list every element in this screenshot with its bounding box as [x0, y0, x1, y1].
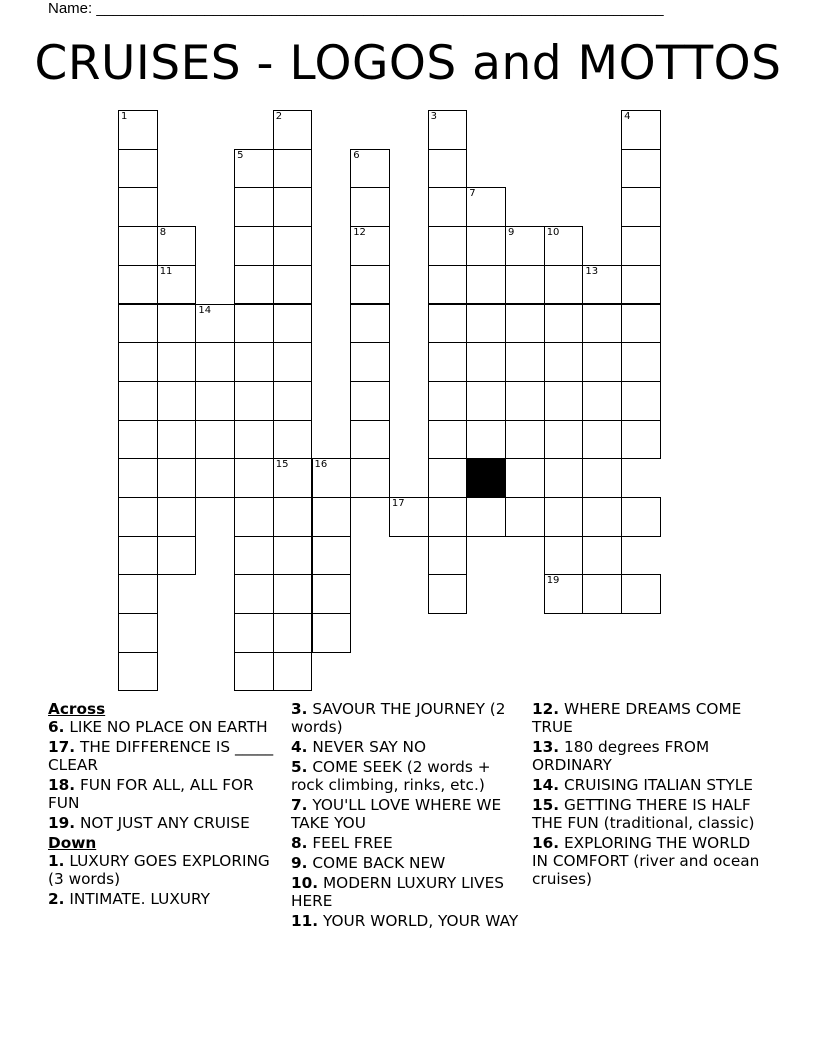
grid-cell[interactable]: [118, 149, 158, 189]
grid-cell[interactable]: [234, 342, 274, 382]
down-clue-5: 5. COME SEEK (2 words + rock climbing, rinks, etc.): [291, 758, 491, 794]
grid-cell[interactable]: [428, 536, 468, 576]
grid-cell[interactable]: [273, 536, 313, 576]
grid-cell[interactable]: [466, 304, 506, 344]
grid-cell[interactable]: [312, 536, 352, 576]
clue-number: 14: [198, 304, 212, 316]
grid-cell[interactable]: [544, 304, 584, 344]
grid-cell[interactable]: [428, 381, 468, 421]
clue-number: 19: [546, 575, 560, 587]
grid-cell[interactable]: [273, 110, 313, 150]
grid-cell[interactable]: [621, 149, 661, 189]
grid-cell[interactable]: [428, 265, 468, 305]
grid-cell[interactable]: [544, 458, 584, 498]
clue-number: 10: [546, 227, 560, 239]
grid-cell[interactable]: [428, 110, 468, 150]
grid-cell[interactable]: [195, 458, 235, 498]
down-clue-8: 8. FEEL FREE: [291, 834, 393, 852]
clue-number: 9: [508, 227, 515, 239]
grid-cell[interactable]: [118, 110, 158, 150]
grid-cell[interactable]: [234, 652, 274, 692]
grid-cell[interactable]: [582, 420, 622, 460]
grid-cell[interactable]: [466, 342, 506, 382]
grid-cell[interactable]: [234, 574, 274, 614]
grid-cell[interactable]: [118, 342, 158, 382]
grid-cell[interactable]: [157, 265, 197, 305]
grid-cell[interactable]: [273, 613, 313, 653]
grid-cell[interactable]: [350, 420, 390, 460]
grid-cell[interactable]: [350, 381, 390, 421]
grid-cell[interactable]: [350, 458, 390, 498]
grid-cell[interactable]: [195, 381, 235, 421]
grid-cell[interactable]: [505, 304, 545, 344]
grid-cell[interactable]: [157, 381, 197, 421]
grid-cell[interactable]: [621, 381, 661, 421]
grid-cell[interactable]: [234, 613, 274, 653]
grid-cell[interactable]: [428, 458, 468, 498]
clue-number: 3: [430, 111, 437, 122]
grid-cell[interactable]: [466, 226, 506, 266]
down-clue-2: 2. INTIMATE. LUXURY: [48, 890, 210, 908]
grid-cell[interactable]: [505, 265, 545, 305]
grid-cell[interactable]: [118, 536, 158, 576]
grid-cell[interactable]: [195, 342, 235, 382]
clue-number: 17: [391, 498, 405, 509]
grid-cell[interactable]: [582, 574, 622, 614]
grid-cell[interactable]: [389, 497, 429, 537]
grid-cell[interactable]: [621, 226, 661, 266]
down-clue-3: 3. SAVOUR THE JOURNEY (2 words): [291, 700, 506, 736]
grid-cell[interactable]: [544, 536, 584, 576]
grid-cell[interactable]: [428, 226, 468, 266]
down-clue-4: 4. NEVER SAY NO: [291, 738, 427, 756]
grid-cell[interactable]: [428, 342, 468, 382]
grid-cell[interactable]: [234, 265, 274, 305]
grid-cell[interactable]: [544, 342, 584, 382]
grid-cell[interactable]: [234, 381, 274, 421]
grid-cell[interactable]: [234, 304, 274, 344]
grid-cell[interactable]: [234, 226, 274, 266]
grid-cell[interactable]: [312, 458, 352, 498]
grid-cell[interactable]: [273, 342, 313, 382]
across-clue-18: 18. FUN FOR ALL, ALL FOR FUN: [48, 776, 254, 812]
down-clue-16: 16. EXPLORING THE WORLD IN COMFORT (river and ocean cruises): [532, 834, 760, 888]
grid-cell[interactable]: [621, 574, 661, 614]
grid-cell[interactable]: [621, 497, 661, 537]
clue-number: 7: [469, 188, 476, 200]
grid-cell[interactable]: [273, 304, 313, 344]
grid-cell[interactable]: [157, 458, 197, 498]
across-clue-6: 6. LIKE NO PLACE ON EARTH: [48, 718, 268, 736]
grid-cell[interactable]: [118, 304, 158, 344]
grid-cell[interactable]: [118, 574, 158, 614]
grid-cell[interactable]: [582, 381, 622, 421]
down-clue-12: 12. WHERE DREAMS COME TRUE: [532, 700, 742, 736]
clues-column-3: [532, 700, 764, 890]
grid-cell[interactable]: [621, 187, 661, 227]
grid-cell[interactable]: [273, 381, 313, 421]
grid-cell[interactable]: [273, 149, 313, 189]
grid-cell[interactable]: [118, 458, 158, 498]
grid-cell[interactable]: [428, 574, 468, 614]
grid-cell[interactable]: [505, 342, 545, 382]
clue-number: 13: [585, 265, 599, 277]
clue-number: 15: [275, 459, 289, 471]
grid-cell[interactable]: [157, 226, 197, 266]
grid-cell[interactable]: [312, 574, 352, 614]
grid-cell[interactable]: [350, 304, 390, 344]
grid-cell[interactable]: [544, 226, 584, 266]
grid-cell[interactable]: [350, 342, 390, 382]
grid-cell[interactable]: [350, 265, 390, 305]
grid-cell[interactable]: [582, 458, 622, 498]
grid-cell[interactable]: [157, 420, 197, 460]
grid-cell[interactable]: [505, 420, 545, 460]
grid-cell[interactable]: [582, 342, 622, 382]
grid-cell[interactable]: [273, 497, 313, 537]
grid-cell[interactable]: [195, 420, 235, 460]
down-clue-7: 7. YOU'LL LOVE WHERE WE TAKE YOU: [291, 796, 502, 832]
grid-cell[interactable]: [466, 420, 506, 460]
grid-cell[interactable]: [544, 381, 584, 421]
down-clue-10: 10. MODERN LUXURY LIVES HERE: [291, 874, 504, 910]
clue-number: 2: [275, 111, 283, 122]
clue-number: 6: [353, 149, 360, 161]
grid-cell[interactable]: [466, 265, 506, 305]
grid-cell[interactable]: [582, 304, 622, 344]
down-clue-9: 9. COME BACK NEW: [291, 854, 446, 872]
grid-cell[interactable]: [234, 497, 274, 537]
clue-number: 12: [353, 227, 366, 239]
grid-cell[interactable]: [234, 458, 274, 498]
down-clue-11: 11. YOUR WORLD, YOUR WAY: [291, 912, 519, 930]
grid-cell[interactable]: [428, 304, 468, 344]
clue-number: 1: [121, 111, 128, 122]
down-clue-14: 14. CRUISING ITALIAN STYLE: [532, 776, 753, 794]
clue-number: 11: [159, 265, 173, 277]
grid-cell[interactable]: [544, 265, 584, 305]
down-clue-15: 15. GETTING THERE IS HALF THE FUN (traditional, classic): [532, 796, 755, 832]
grid-cell[interactable]: [118, 420, 158, 460]
grid-cell[interactable]: [118, 265, 158, 305]
grid-cell[interactable]: [621, 265, 661, 305]
across-clue-17: 17. THE DIFFERENCE IS _____ CLEAR: [48, 738, 274, 774]
grid-cell[interactable]: [273, 458, 313, 498]
clues-column-1: [48, 700, 280, 910]
across-heading: Across: [48, 700, 106, 718]
grid-cell[interactable]: [505, 226, 545, 266]
grid-cell[interactable]: [544, 420, 584, 460]
grid-cell[interactable]: [157, 304, 197, 344]
clue-number: 5: [237, 149, 244, 161]
down-clue-13: 13. 180 degrees FROM ORDINARY: [532, 738, 710, 774]
grid-cell[interactable]: [273, 226, 313, 266]
grid-cell[interactable]: [582, 265, 622, 305]
across-clue-19: 19. NOT JUST ANY CRUISE: [48, 814, 250, 832]
grid-cell[interactable]: [273, 574, 313, 614]
grid-cell[interactable]: [273, 187, 313, 227]
grid-cell[interactable]: [428, 497, 468, 537]
grid-cell[interactable]: [118, 187, 158, 227]
grid-cell[interactable]: [544, 497, 584, 537]
grid-cell[interactable]: [582, 536, 622, 576]
grid-cell[interactable]: [118, 381, 158, 421]
grid-cell[interactable]: [428, 187, 468, 227]
grid-cell[interactable]: [312, 497, 352, 537]
grid-cell[interactable]: [621, 304, 661, 344]
clue-number: 4: [624, 111, 631, 122]
grid-cell[interactable]: [621, 110, 661, 150]
grid-cell[interactable]: [118, 652, 158, 692]
clue-number: 8: [159, 227, 167, 239]
grid-cell[interactable]: [234, 536, 274, 576]
grid-cell[interactable]: [234, 149, 274, 189]
grid-cell[interactable]: [118, 613, 158, 653]
grid-cell[interactable]: [505, 458, 545, 498]
clue-number: 16: [314, 459, 328, 471]
grid-cell[interactable]: [505, 381, 545, 421]
name-field-label: Name: ____________________________________________________________________: [48, 0, 664, 17]
grid-cell[interactable]: [544, 574, 584, 614]
grid-cell[interactable]: [350, 149, 390, 189]
grid-cell[interactable]: [118, 226, 158, 266]
grid-cell[interactable]: [157, 497, 197, 537]
grid-cell[interactable]: [157, 342, 197, 382]
grid-cell[interactable]: [466, 381, 506, 421]
grid-cell[interactable]: [195, 304, 235, 344]
grid-cell[interactable]: [428, 420, 468, 460]
clues-column-2: [291, 700, 521, 932]
grid-cell[interactable]: [312, 613, 352, 653]
grid-cell-black: [466, 458, 506, 498]
grid-cell[interactable]: [157, 536, 197, 576]
grid-cell[interactable]: [466, 187, 506, 227]
down-clue-1: 1. LUXURY GOES EXPLORING (3 words): [48, 852, 270, 888]
grid-cell[interactable]: [273, 265, 313, 305]
grid-cell[interactable]: [273, 652, 313, 692]
grid-cell[interactable]: [118, 497, 158, 537]
grid-cell[interactable]: [273, 420, 313, 460]
page-title: CRUISES - LOGOS and MOTTOS: [34, 36, 782, 91]
grid-cell[interactable]: [350, 226, 390, 266]
grid-cell[interactable]: [428, 149, 468, 189]
down-heading: Down: [48, 834, 97, 852]
grid-cell[interactable]: [234, 187, 274, 227]
grid-cell[interactable]: [582, 497, 622, 537]
grid-cell[interactable]: [350, 187, 390, 227]
grid-cell[interactable]: [466, 497, 506, 537]
grid-cell[interactable]: [505, 497, 545, 537]
grid-cell[interactable]: [234, 420, 274, 460]
grid-cell[interactable]: [621, 420, 661, 460]
grid-cell[interactable]: [621, 342, 661, 382]
